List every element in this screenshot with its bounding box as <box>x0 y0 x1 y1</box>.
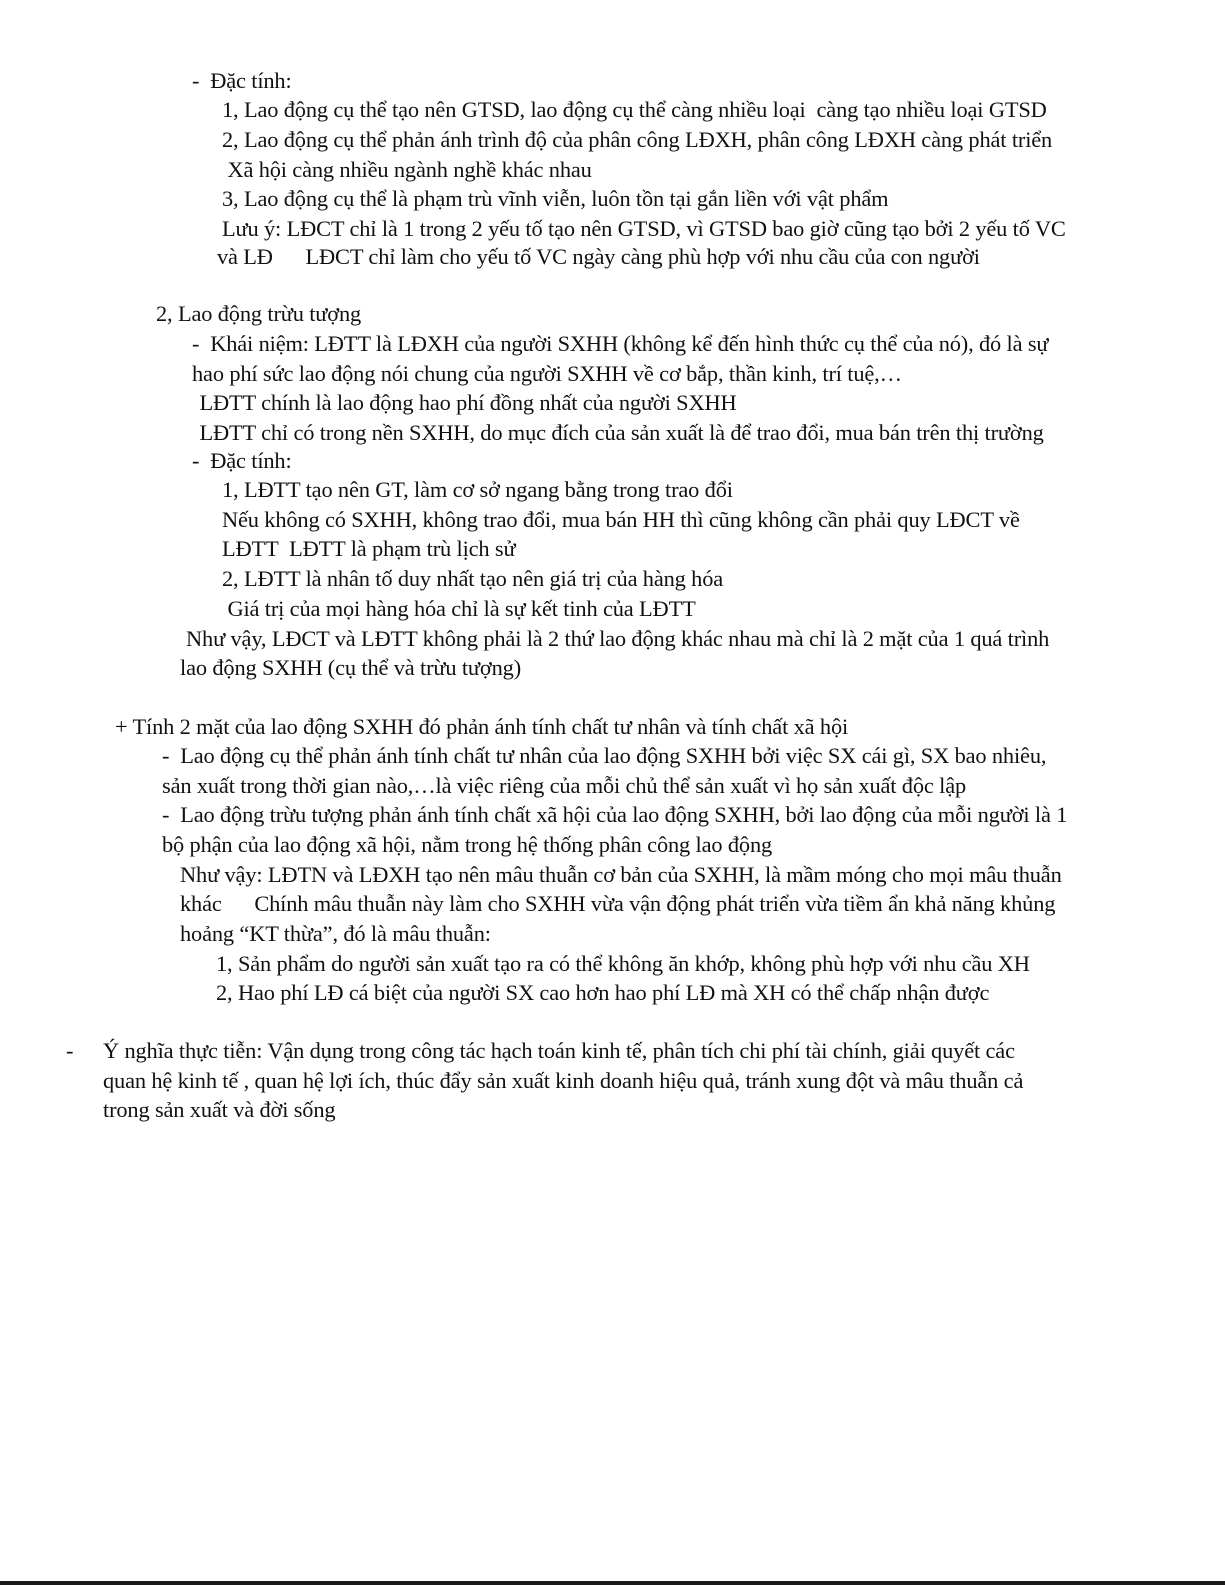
doc-line: bộ phận của lao động xã hội, nằm trong hệ thống phân công lao động <box>162 832 773 857</box>
doc-line: - Lao động cụ thể phản ánh tính chất tư nhân của lao động SXHH bởi việc SX cái gì, SX bao nhiêu, <box>162 743 1047 768</box>
doc-line: sản xuất trong thời gian nào,…là việc riêng của mỗi chủ thể sản xuất vì họ sản xuất độc lập <box>162 773 967 798</box>
doc-line: trong sản xuất và đời sống <box>103 1097 336 1122</box>
doc-line: - Đặc tính: <box>192 448 292 473</box>
doc-line: 2, Lao động trừu tượng <box>156 301 362 326</box>
doc-line: - Lao động trừu tượng phản ánh tính chất xã hội của lao động SXHH, bởi lao động của mỗi người là 1 <box>162 802 1068 827</box>
doc-line: - Đặc tính: <box>192 68 292 93</box>
doc-line: 2, Lao động cụ thể phản ánh trình độ của phân công LĐXH, phân công LĐXH càng phát triển <box>222 127 1053 152</box>
doc-line: 2, LĐTT là nhân tố duy nhất tạo nên giá trị của hàng hóa <box>222 566 724 591</box>
doc-line: Như vậy: LĐTN và LĐXH tạo nên mâu thuẫn cơ bản của SXHH, là mầm móng cho mọi mâu thuẫn <box>180 862 1062 887</box>
doc-line: 1, LĐTT tạo nên GT, làm cơ sở ngang bằng trong trao đổi <box>222 477 733 502</box>
page-bottom-border <box>0 1581 1225 1585</box>
doc-line: LĐTT LĐTT là phạm trù lịch sử <box>222 536 516 561</box>
doc-line: Nếu không có SXHH, không trao đổi, mua bán HH thì cũng không cần phải quy LĐCT về <box>222 507 1020 532</box>
doc-line: LĐTT chỉ có trong nền SXHH, do mục đích của sản xuất là để trao đổi, mua bán trên thị trường <box>194 420 1044 445</box>
doc-line: lao động SXHH (cụ thể và trừu tượng) <box>180 655 522 680</box>
doc-line: 1, Sản phẩm do người sản xuất tạo ra có thể không ăn khớp, không phù hợp với nhu cầu XH <box>216 951 1030 976</box>
doc-line: 1, Lao động cụ thể tạo nên GTSD, lao động cụ thể càng nhiều loại càng tạo nhiều loại GTSD <box>222 97 1047 122</box>
doc-line: Xã hội càng nhiều ngành nghề khác nhau <box>222 157 592 182</box>
doc-line: - Khái niệm: LĐTT là LĐXH của người SXHH (không kể đến hình thức cụ thể của nó), đó là sự <box>192 331 1049 356</box>
doc-line: 3, Lao động cụ thể là phạm trù vĩnh viễn, luôn tồn tại gắn liền với vật phẩm <box>222 186 889 211</box>
doc-line: hoảng “KT thừa”, đó là mâu thuẫn: <box>180 921 491 946</box>
doc-line: Như vậy, LĐCT và LĐTT không phải là 2 thứ lao động khác nhau mà chỉ là 2 mặt của 1 quá trình <box>186 626 1050 651</box>
doc-line: LĐTT chính là lao động hao phí đồng nhất của người SXHH <box>194 390 737 415</box>
doc-line: + Tính 2 mặt của lao động SXHH đó phản ánh tính chất tư nhân và tính chất xã hội <box>115 714 849 739</box>
doc-line: 2, Hao phí LĐ cá biệt của người SX cao hơn hao phí LĐ mà XH có thể chấp nhận được <box>216 980 990 1005</box>
doc-line: Ý nghĩa thực tiễn: Vận dụng trong công tác hạch toán kinh tế, phân tích chi phí tài chính, giải quyết các <box>103 1038 1015 1063</box>
doc-bullet-dash: - <box>66 1038 74 1063</box>
doc-line: khác Chính mâu thuẫn này làm cho SXHH vừa vận động phát triển vừa tiềm ẩn khả năng khủng <box>180 891 1056 916</box>
doc-line: quan hệ kinh tế , quan hệ lợi ích, thúc đẩy sản xuất kinh doanh hiệu quả, tránh xung đột và mâu thuẫn cả <box>103 1068 1024 1093</box>
doc-line: hao phí sức lao động nói chung của người SXHH về cơ bắp, thần kinh, trí tuệ,… <box>192 361 902 386</box>
doc-line: Giá trị của mọi hàng hóa chỉ là sự kết tinh của LĐTT <box>222 596 696 621</box>
doc-line: Lưu ý: LĐCT chỉ là 1 trong 2 yếu tố tạo nên GTSD, vì GTSD bao giờ cũng tạo bởi 2 yếu tố VC <box>222 216 1066 241</box>
doc-line: và LĐ LĐCT chỉ làm cho yếu tố VC ngày càng phù hợp với nhu cầu của con người <box>217 244 980 269</box>
